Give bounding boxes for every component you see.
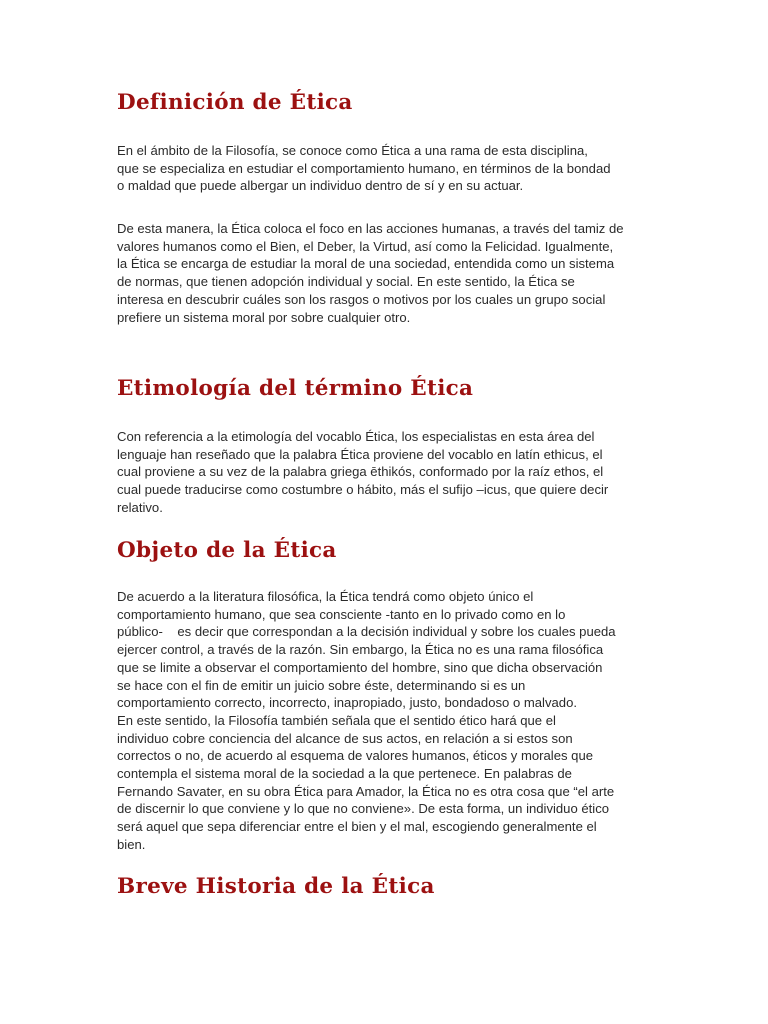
text-line: relativo. [117,499,163,515]
text-line: cual puede traducirse como costumbre o hábito, más el sufijo –icus, que quiere decir [117,482,609,498]
text-line: o maldad que puede albergar un individuo dentro de sí y en su actuar. [117,178,524,194]
text-line: valores humanos como el Bien, el Deber, la Virtud, así como la Felicidad. Igualmente, [117,238,614,254]
heading-definicion: Definición de Ética [117,90,353,115]
text-line: cual proviene a su vez de la palabra griega ēthikós, conformado por la raíz ethos, el [117,464,604,480]
text-line: comportamiento correcto, incorrecto, inapropiado, justo, bondadoso o malvado. [117,695,577,711]
text-line: se hace con el fin de emitir un juicio sobre éste, determinando si es un [117,677,526,693]
text-line: de discernir lo que conviene y lo que no conviene». De esta forma, un individuo ético [117,801,610,817]
text-line: que se especializa en estudiar el comportamiento humano, en términos de la bondad [117,160,611,176]
text-line: bien. [117,836,146,852]
text-line: que se limite a observar el comportamiento del hombre, sino que dicha observación [117,659,603,675]
text-line: En el ámbito de la Filosofía, se conoce como Ética a una rama de esta disciplina, [117,143,588,158]
text-line: interesa en descubrir cuáles son los rasgos o motivos por los cuales un grupo social [117,291,606,307]
text-line: contempla el sistema moral de la sociedad a la que pertenece. En palabras de [117,766,572,782]
text-line: Fernando Savater, en su obra Ética para Amador, la Ética no es otra cosa que “el arte [117,783,615,799]
paragraph-definicion-2 [117,220,653,326]
text-line: correctos o no, de acuerdo al esquema de valores humanos, éticos y morales que [117,748,594,764]
text-line: comportamiento humano, que sea consciente -tanto en lo privado como en lo [117,606,566,622]
text-line: de normas, que tienen adopción individual y social. En este sentido, la Ética se [117,274,575,290]
text-line: prefiere un sistema moral por sobre cualquier otro. [117,309,411,325]
text-line: En este sentido, la Filosofía también señala que el sentido ético hará que el [117,712,556,728]
heading-objeto: Objeto de la Ética [117,538,337,563]
paragraph-definicion-1 [117,142,653,195]
text-line: será aquel que sepa diferenciar entre el bien y el mal, escogiendo generalmente el [117,819,597,835]
text-line: lenguaje han reseñado que la palabra Ética proviene del vocablo en latín ethicus, el [117,446,603,462]
text-line: la Ética se encarga de estudiar la moral de una sociedad, entendida como un sistema [117,256,615,272]
paragraph-objeto [117,588,653,854]
text-line: De acuerdo a la literatura filosófica, la Ética tendrá como objeto único el [117,589,534,604]
text-line: público- es decir que correspondan a la decisión individual y sobre los cuales pueda [117,624,616,640]
heading-etimologia: Etimología del término Ética [117,376,474,401]
text-line: ejercer control, a través de la razón. Sin embargo, la Ética no es una rama filosófica [117,642,604,658]
text-line: De esta manera, la Ética coloca el foco en las acciones humanas, a través del tamiz de [117,221,624,236]
text-line: Con referencia a la etimología del vocablo Ética, los especialistas en esta área del [117,429,595,444]
paragraph-etimologia [117,428,653,517]
text-line: individuo cobre conciencia del alcance de sus actos, en relación a si estos son [117,730,573,746]
heading-historia: Breve Historia de la Ética [117,874,435,899]
